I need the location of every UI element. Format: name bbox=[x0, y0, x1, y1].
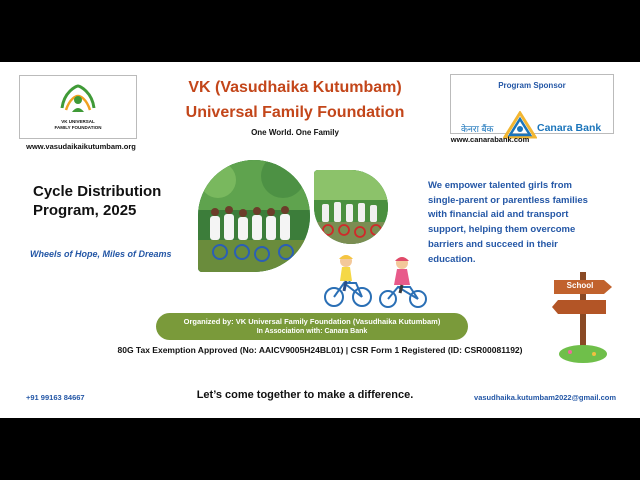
organizer-line: Organized by: VK Universal Family Foundation (Vasudhaika Kutumbam) bbox=[183, 317, 441, 326]
foundation-logo bbox=[19, 75, 137, 139]
tax-exemption-info: 80G Tax Exemption Approved (No: AAICV9005H24BL01) | CSR Form 1 Registered (ID: CSR00081192) bbox=[117, 345, 523, 355]
contact-phone[interactable]: +91 99163 84667 bbox=[26, 393, 85, 402]
logo-text-line1: VK UNIVERSAL bbox=[61, 119, 95, 124]
sponsor-box bbox=[450, 74, 614, 134]
flyer bbox=[0, 62, 640, 418]
signpost-label: School bbox=[566, 281, 594, 290]
logo-text-line2: FAMILY FOUNDATION bbox=[54, 125, 102, 130]
mission-statement: We empower talented girls from single-parent or parentless families with financial aid and transport support, helping them overcome barriers and succeed in their education. bbox=[428, 180, 588, 265]
call-to-action: Let’s come together to make a difference. bbox=[196, 389, 414, 401]
tagline: One World. One Family bbox=[251, 128, 339, 137]
page-subtitle: Universal Family Foundation bbox=[185, 104, 405, 121]
program-slogan: Wheels of Hope, Miles of Dreams bbox=[30, 249, 172, 259]
page-title: VK (Vasudhaika Kutumbam) bbox=[188, 79, 402, 96]
group-photo-large bbox=[198, 160, 310, 272]
group-photo-illustration bbox=[198, 160, 310, 272]
foundation-url[interactable]: www.vasudaikaikutumbam.org bbox=[26, 142, 136, 151]
association-line: In Association with: Canara Bank bbox=[256, 328, 368, 335]
sponsor-label: Program Sponsor bbox=[498, 81, 566, 90]
logo-text bbox=[20, 119, 136, 131]
canara-bank-name: Canara Bank bbox=[537, 122, 602, 134]
contact-email[interactable]: vasudhaika.kutumbam2022@gmail.com bbox=[474, 393, 616, 402]
organizer-banner bbox=[156, 313, 468, 340]
canara-hindi-name: केनरा बैंक bbox=[461, 124, 494, 134]
kids-on-bicycles-icon bbox=[322, 247, 434, 309]
family-leaf-icon bbox=[56, 82, 100, 116]
program-title: Cycle Distribution Program, 2025 bbox=[33, 183, 162, 219]
group-photo-small bbox=[314, 170, 388, 244]
cycles-photo-illustration bbox=[314, 170, 388, 244]
sponsor-url[interactable]: www.canarabank.com bbox=[450, 135, 530, 144]
